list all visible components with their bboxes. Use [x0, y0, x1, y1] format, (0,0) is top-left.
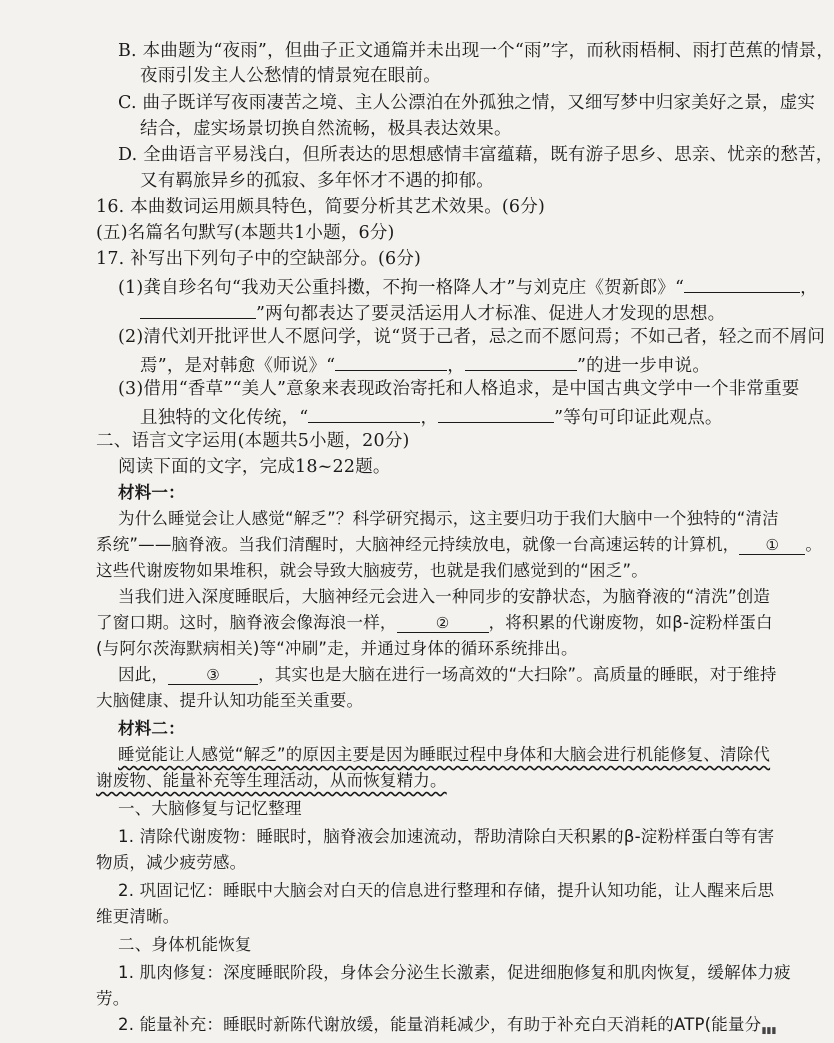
material-2-heading-2: 二、身体机能恢复: [118, 935, 252, 954]
q17-part3-line2: [140, 404, 723, 429]
q17-part3-comma: ，: [420, 408, 439, 428]
material-1-p2-line2-text-a: 了窗口期。这时，脑脊液会像海浪一样，: [96, 613, 397, 632]
material-2-item4-line1: 2. 能量补充：睡眠时新陈代谢放缓，能量消耗减少，有助于补充白天消耗的ATP(能量分: [118, 1015, 762, 1034]
material-2-item3-line1: 1. 肌肉修复：深度睡眠阶段，身体会分泌生长激素，促进细胞修复和肌肉恢复，缓解体力疲: [118, 963, 791, 982]
material-1-p1-line2-text: 系统”——脑脊液。当我们清醒时，大脑神经元持续放电，就像一台高速运转的计算机，: [96, 535, 740, 554]
material-2-heading-1: 一、大脑修复与记忆整理: [118, 799, 302, 818]
corner-mark-icon: ▮▮▮: [761, 1026, 777, 1036]
option-d-line2: 又有羁旅异乡的孤寂、多年怀才不遇的抑郁。: [140, 171, 494, 191]
option-d-line1: D. 全曲语言平易浅白，但所表达的思想感情丰富蕴藉，既有游子思乡、思亲、忧亲的愁苦，: [118, 145, 834, 165]
section-5-heading: (五)名篇名句默写(本题共1小题，6分): [96, 223, 395, 243]
material-1-blank-1[interactable]: ①: [739, 536, 805, 555]
q17-blank-2[interactable]: [140, 300, 256, 319]
material-1-p2-line2-text-b: ，将积累的代谢废物，如β-淀粉样蛋白: [488, 613, 773, 632]
option-b-line1: B. 本曲题为“夜雨”，但曲子正文通篇并未出现一个“雨”字，而秋雨梧桐、雨打芭蕉的情景，: [118, 41, 834, 61]
material-1-p1-line2: [96, 534, 822, 556]
q17-blank-5[interactable]: [308, 404, 420, 423]
material-2-item2-line2: 维更清晰。: [96, 907, 180, 926]
q17-part3-text-b: 且独特的文化传统，“: [140, 408, 309, 428]
question-17-title: 17. 补写出下列句子中的空缺部分。(6分): [96, 249, 422, 269]
material-2-item2-line1: 2. 巩固记忆：睡眠中大脑会对白天的信息进行整理和存储，提升认知功能，让人醒来后思: [118, 881, 775, 900]
q17-part3-text-d: ”等句可印证此观点。: [554, 408, 723, 428]
question-16: 16. 本曲数词运用颇具特色，简要分析其艺术效果。(6分): [96, 197, 545, 217]
material-2-intro-line2-text: 谢废物、能量补充等生理活动，从而恢复精力。: [96, 771, 447, 790]
q17-part2-line2: [140, 352, 710, 377]
option-c-line1: C. 曲子既详写夜雨凄苦之境、主人公漂泊在外孤独之情，又细写梦中归家美好之景，虚实: [118, 93, 816, 113]
q17-part2-line1: (2)清代刘开批评世人不愿问学，说“贤于己者，忌之而不愿问焉；不如己者，轻之而不屑问: [118, 327, 826, 347]
q17-part3-line1: (3)借用“香草”“美人”意象来表现政治寄托和人格追求，是中国古典文学中一个非常重要: [118, 379, 800, 399]
q17-part2-text-b: 焉”，是对韩愈《师说》“: [140, 356, 336, 376]
q17-part1-line2: [140, 300, 725, 325]
material-1-label: 材料一：: [118, 483, 185, 502]
material-1-p3-line1-text-a: 因此，: [118, 665, 169, 684]
material-2-label: 材料二：: [118, 719, 185, 738]
material-2-item1-line2: 物质，减少疲劳感。: [96, 853, 247, 872]
material-2-item3-line2: 劳。: [96, 989, 130, 1008]
material-1-p2-line3: (与阿尔茨海默病相关)等“冲刷”走，并通过身体的循环系统排出。: [96, 639, 578, 658]
q17-blank-6[interactable]: [438, 404, 554, 423]
q17-blank-3[interactable]: [335, 352, 447, 371]
q17-part1-line1: [118, 274, 818, 299]
material-2-intro-line1-text: 睡觉能让人感觉“解乏”的原因主要是因为睡眠过程中身体和大脑会进行机能修复、清除代: [118, 745, 771, 764]
material-1-p3-line1-text-b: ，其实也是大脑在进行一场高效的“大扫除”。高质量的睡眠，对于维持: [258, 665, 777, 684]
material-1-blank-2[interactable]: ②: [397, 614, 489, 633]
option-c-line2: 结合，虚实场景切换自然流畅，极具表达效果。: [140, 119, 512, 139]
q17-part1-comma: ，: [800, 278, 818, 298]
material-1-p2-line1: 当我们进入深度睡眠后，大脑神经元会进入一种同步的安静状态，为脑脊液的“清洗”创造: [118, 587, 771, 606]
q17-part2-text-d: ”的进一步申说。: [577, 356, 711, 376]
q17-part1-text-a: (1)龚自珍名句“我劝天公重抖擞，不拘一格降人才”与刘克庄《贺新郎》“: [118, 278, 685, 298]
material-1-blank-3[interactable]: ③: [168, 666, 258, 685]
q17-part2-comma: ，: [447, 356, 465, 376]
material-2-intro-line2: [96, 770, 447, 792]
q17-blank-4[interactable]: [465, 352, 577, 371]
material-1-p1-period: 。: [805, 535, 823, 554]
material-2-item1-line1: 1. 清除代谢废物：睡眠时，脑脊液会加速流动，帮助清除白天积累的β-淀粉样蛋白等有害: [118, 827, 775, 846]
option-b-line2: 夜雨引发主人公愁情的情景宛在眼前。: [140, 66, 441, 86]
part-2-heading: 二、语言文字运用(本题共5小题，20分): [96, 431, 410, 451]
material-1-p3-line2: 大脑健康、提升认知功能至关重要。: [96, 691, 364, 710]
material-2-intro-line1: [118, 744, 770, 766]
q17-blank-1[interactable]: [684, 274, 800, 293]
material-1-p3-line1: [118, 664, 777, 686]
material-1-p2-line2: [96, 612, 773, 634]
q17-part1-text-c: ”两句都表达了要灵活运用人才标准、促进人才发现的思想。: [256, 304, 726, 324]
material-1-p1-line3: 这些代谢废物如果堆积，就会导致大脑疲劳，也就是我们感觉到的“困乏”。: [96, 561, 648, 580]
part-2-instruction: 阅读下面的文字，完成18~22题。: [118, 457, 391, 477]
material-1-p1-line1: 为什么睡觉会让人感觉“解乏”？科学研究揭示，这主要归功于我们大脑中一个独特的“清洁: [118, 509, 779, 528]
